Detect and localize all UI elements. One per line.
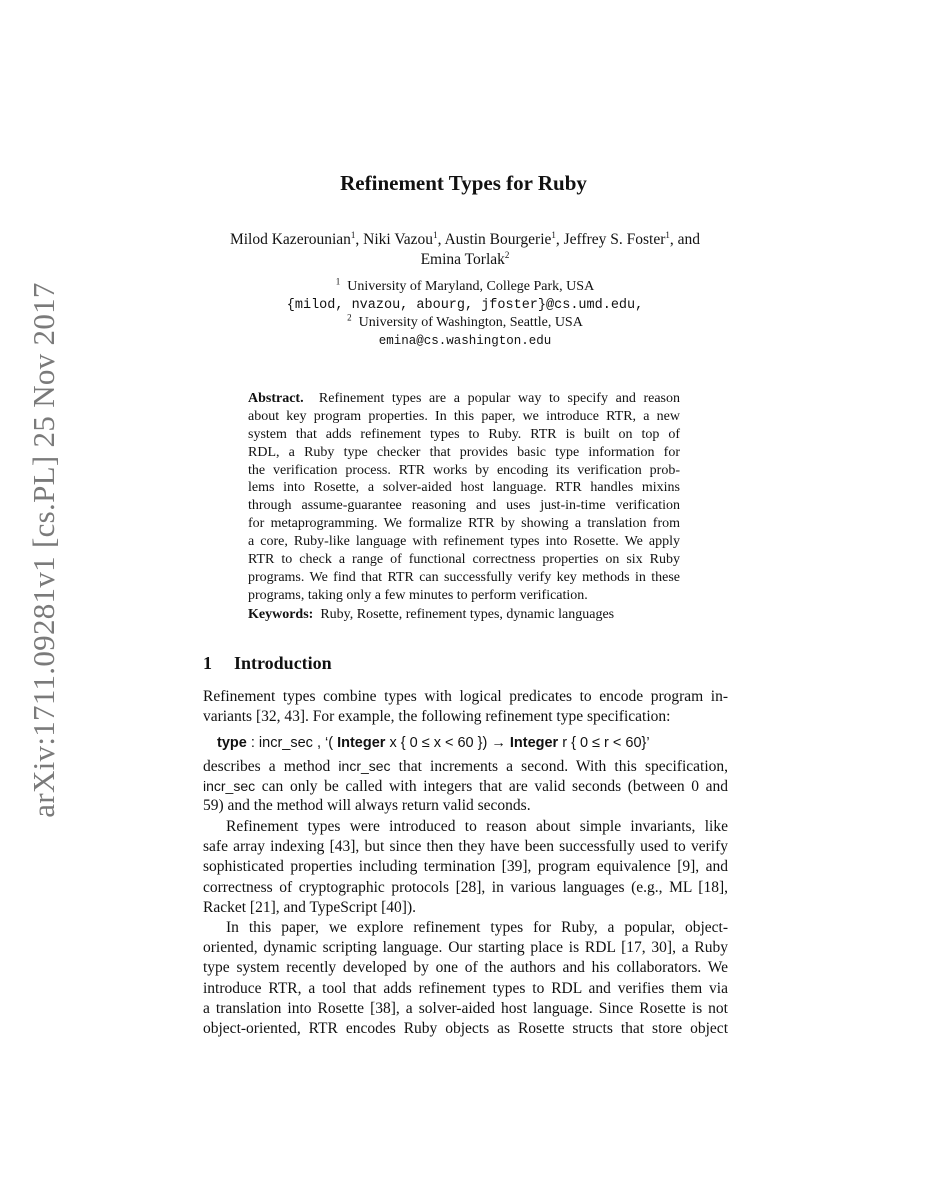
section-number: 1 xyxy=(203,653,212,673)
paper-title: Refinement Types for Ruby xyxy=(340,171,587,195)
abstract: Abstract. Refinement types are a popular way to specify and reason about key program properties. In this paper, we introduce RTR, a new system that adds refinement types to Ruby. RTR is built on top of RDL, a Ruby type checker that provides basic type information for the verification process. RTR works by encoding its verification prob- lems into Rosette, a solver-aided host language. RTR handles mixins through assume-guarantee reasoning and uses just-in-time verification for metaprogramming. We formalize RTR by showing a translation from a core, Ruby-like language with refinement types into Rosette. We apply RTR to check a range of functional correctness properties on six Ruby programs. We find that RTR can successfully verify key methods in these programs, taking only a few minutes to perform verification. xyxy=(248,391,681,603)
affiliation-2: $^2$ University of Washington, Seattle, USA xyxy=(347,312,583,330)
paragraph-4: In this paper, we explore refinement types for Ruby, a popular, object- oriented, dynamic scripting language. Our starting place is RDL [17, 30], a Ruby type system recently developed by one of the authors and his collaborators. We introduce RTR, a tool that adds refinement types to RDL and verifies them via a translation into Rosette [38], a solver-aided host language. Since Rosette is not object-oriented, RTR encodes Ruby objects as Rosette structs that store object xyxy=(203,919,728,1037)
paragraph-2: describes a method incr_sec that increments a second. With this specification, incr_sec can only be called with integers that are valid seconds (between 0 and 59) and the method will always return valid seconds. xyxy=(203,758,729,815)
keywords xyxy=(248,606,680,624)
author-list xyxy=(200,230,730,250)
paragraph-3: Refinement types were introduced to reason about simple invariants, like safe array indexing [43], but since then they have been successfully used to verify sophisticated properties including termination [39], program equivalence [9], and correctness of cryptographic protocols [28], in various languages (e.g., ML [18], Racket [21], and TypeScript [40]). xyxy=(203,818,728,916)
affiliation-2-email: emina@cs.washington.edu xyxy=(378,334,552,348)
paragraph-1: Refinement types combine types with logical predicates to encode program in- variants [32, 43]. For example, the following refinement type specification: xyxy=(203,688,728,726)
keywords-text: Ruby, Rosette, refinement types, dynamic languages xyxy=(320,607,615,622)
section-title: Introduction xyxy=(234,653,332,673)
section-heading xyxy=(203,653,332,674)
arxiv-stamp xyxy=(14,282,74,818)
arxiv-stamp-text: arXiv:1711.09281v1 [cs.PL] 25 Nov 2017 xyxy=(26,282,61,818)
type-specification: type : incr_sec , ‘( Integer x { 0 ≤ x < 60 }) → Integer r { 0 ≤ r < 60}’ xyxy=(217,735,650,751)
author-list-line2 xyxy=(200,250,730,270)
author: Milod Kazerounian$^1$, xyxy=(229,229,364,248)
keywords-label: Keywords: xyxy=(248,607,314,622)
abstract-label: Abstract. xyxy=(248,391,304,406)
author: Jeffrey S. Foster$^1$, and xyxy=(563,229,701,248)
author: Austin Bourgerie$^1$, xyxy=(444,229,564,248)
author: Emina Torlak$^2$ xyxy=(420,249,510,268)
author: Niki Vazou$^1$, xyxy=(363,229,445,248)
affiliation-1: $^1$ University of Maryland, College Park, USA xyxy=(335,276,595,294)
affiliation-1-email: {milod, nvazou, abourg, jfoster}@cs.umd.edu, xyxy=(286,298,644,313)
